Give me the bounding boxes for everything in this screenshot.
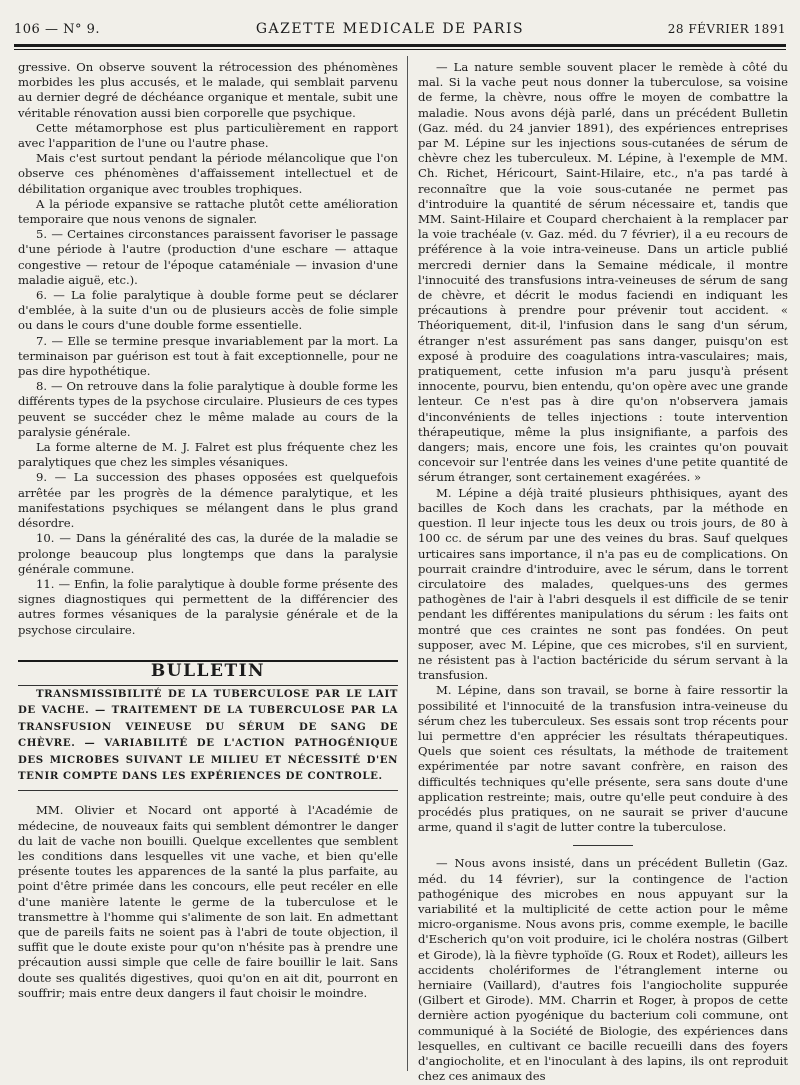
page-header [14,18,786,40]
bulletin-heading: BULLETIN [18,660,398,686]
paragraph: gressive. On observe souvent la rétrocession des phénomènes morbides les plus accusés, et le malade, qui semblait parvenu au dernier degré de déchéance organique et mentale, subit une véritable rénovation aussi bien corporelle que psychique. [18,60,398,120]
header-rule-thin [14,49,786,50]
left-column [18,60,398,1001]
journal-title: GAZETTE MEDICALE DE PARIS [255,21,525,37]
paragraph: La forme alterne de M. J. Falret est plus fréquente chez les paralytiques que chez les simples vésaniques. [18,440,398,470]
section-rule [573,845,633,846]
paragraph: — La nature semble souvent placer le remède à côté du mal. Si la vache peut nous donner la tuberculose, sa voisine de ferme, la chèvre, nous offre le moyen de combattre la maladie. Nous avons déjà parlé, dans un précédent Bulletin (Gaz. méd. du 24 janvier 1891), des expériences entreprises par M. Lépine sur les injections sous-cutanées de sérum de chèvre chez les tuberculeux. M. Lépine, à l'exemple de MM. Ch. Richet, Héricourt, Saint-Hilaire, etc., n'a pas tardé à reconnaître que la voie sous-cutanée ne permet pas d'introduire la quantité de sérum nécessaire et, tandis que MM. Saint-Hilaire et Coupard cherchaient à la remplacer par la voie trachéale (v. Gaz. méd. du 7 février), il a eu recours de préférence à la voie intra-veineuse. Dans un article publié mercredi dernier dans la Semaine médicale, il montre l'innocuité des transfusions intra-veineuses de sérum de sang de chèvre, et décrit le modus faciendi en indiquant les précautions à prendre pour prévenir tout accident. « Théoriquement, dit-il, l'infusion dans le sang d'un sérum, étranger n'est assurément pas sans danger, puisqu'on est exposé à produire des coagulations intra-vasculaires; mais, pratiquement, cette infusion m'a paru jusqu'à présent innocente, pourvu, bien entendu, qu'on opère avec une grande lenteur. Ce n'est pas à dire qu'on n'observera jamais d'inconvénients de telles injections : toute intervention thérapeutique, même la plus insignifiante, a parfois des dangers; mais, encore une fois, les craintes qu'on pouvait concevoir sur l'entrée dans les veines d'une petite quantité de sérum étranger, sont certainement exagérées. » [418,60,789,485]
bulletin-summary: TRANSMISSIBILITÉ DE LA TUBERCULOSE PAR LE LAIT DE VACHE. — TRAITEMENT DE LA TUBERCULOSE PAR LA TRANSFUSION VEINEUSE DU SÉRUM DE SANG DE CHÈVRE. — VARIABILITÉ DE L'ACTION PATHOGÉNIQUE DES MICROBES SUIVANT LE MILIEU ET NÉCESSITÉ D'EN TENIR COMPTE DANS LES EXPÉRIENCES DE CONTROLE. [18,687,398,782]
paragraph: 6. — La folie paralytique à double forme peut se déclarer d'emblée, à la suite d'un ou de plusieurs accès de folie simple ou dans le cours d'une double forme essentielle. [18,288,398,333]
issue-date: 28 FÉVRIER 1891 [667,22,786,36]
paragraph: M. Lépine a déjà traité plusieurs phthisiques, ayant des bacilles de Koch dans les crachats, par la méthode en question. Il leur injecte tous les deux ou trois jours, de 80 à 100 cc. de sérum par une des veines du bras. Sauf quelques urticaires sans importance, il n'a pas eu de complications. On pourrait craindre d'introduire, avec le sérum, dans le torrent circulatoire des malades, quelques-uns des germes pathogènes de l'air à l'abri desquels il est difficile de se tenir pendant les différentes manipulations du sérum : les faits ont montré que ces craintes ne sont pas fondées. On peut supposer, avec M. Lépine, que ces microbes, s'il en survient, ne résistent pas à l'action bactéricide du sérum servant à la transfusion. [418,485,788,683]
paragraph: Mais c'est surtout pendant la période mélancolique que l'on observe ces phénomènes d'affaissement intellectuel et de débilitation organique avec troubles trophiques. [18,151,398,196]
paragraph: M. Lépine, dans son travail, se borne à faire ressortir la possibilité et l'innocuité de la transfusion intra-veineuse du sérum chez les tuberculeux. Ses essais sont trop récents pour lui permettre d'en apprécier les résultats thérapeutiques. Quels que soient ces résultats, la méthode de traitement expérimentée par notre savant confrère, en raison des difficultés techniques qu'elle présente, sera sans doute d'une application restreinte; mais, outre qu'elle peut conduire à des procédés plus pratiques, on ne saurait se priver d'aucune arme, quand il s'agit de lutter contre la tuberculose. [418,683,788,835]
paragraph: — Nous avons insisté, dans un précédent Bulletin (Gaz. méd. du 14 février), sur la contingence de l'action pathogénique des microbes en nous appuyant sur la variabilité et la multiplicité de cette action pour le même micro-organisme. Nous avons pris, comme exemple, le bacille d'Escherich qu'on voit produire, ici le choléra nostras (Gilbert et Girode), là la fièvre typhoïde (G. Roux et Rodet), ailleurs les accidents cholériformes de l'étranglement interne ou herniaire (Vaillard), d'autres fois l'angiocholite suppurée (Gilbert et Girode). MM. Charrin et Roger, à propos de cette dernière action pyogénique du bacterium coli commune, ont communiqué à la Société de Biologie, des expériences dans lesquelles, en cultivant ce bacille recueilli dans des foyers d'angiocholite, et en l'inoculant à des lapins, ils ont reproduit chez ces animaux des [418,856,788,1084]
paragraph: Cette métamorphose est plus particulièrement en rapport avec l'apparition de l'une ou l'autre phase. [18,120,398,151]
paragraph: MM. Olivier et Nocard ont apporté à l'Académie de médecine, de nouveaux faits qui semblent démontrer le danger du lait de vache non bouilli. Quelque excellentes que semblent les conditions dans lesquelles vit une vache, et bien qu'elle présente toutes les apparences de la santé la plus parfaite, au point d'être primée dans les concours, elle peut recéler en elle d'une manière latente le germe de la tuberculose et le transmettre à l'homme qui s'alimente de son lait. En admettant que de pareils faits ne soient pas à l'abri de toute objection, il suffit que le doute existe pour qu'on n'hésite pas à prendre une précaution aussi simple que celle de faire bouillir le lait. Sans doute ses qualités digestives, quoi qu'on en ait dit, pourront en souffrir; mais entre deux dangers il faut choisir le moindre. [18,803,398,1000]
paragraph: 9. — La succession des phases opposées est quelquefois arrêtée par les progrès de la démence paralytique, et les manifestations psychiques se mélangent dans le plus grand désordre. [18,470,398,531]
paragraph: 10. — Dans la généralité des cas, la durée de la maladie se prolonge beaucoup plus longtemps que dans la paralysie générale commune. [18,531,398,576]
summary-rule [18,790,398,791]
column-divider [407,56,408,1071]
paragraph: A la période expansive se rattache plutôt cette amélioration temporaire que nous venons de signaler. [18,196,398,227]
paragraph: 5. — Certaines circonstances paraissent favoriser le passage d'une période à l'autre (production d'une eschare — attaque congestive — retour de l'époque cataméniale — invasion d'une maladie aiguë, etc.). [18,227,398,287]
right-column [418,60,788,1084]
paragraph: 11. — Enfin, la folie paralytique à double forme présente des signes diagnostiques qui permettent de la différencier des autres formes vésaniques de la paralysie générale et de la psychose circulaire. [18,576,398,637]
page-number: 106 — N° 9. [14,21,100,37]
header-rule [14,44,786,47]
paragraph: 7. — Elle se termine presque invariablement par la mort. La terminaison par guérison est tout à fait exceptionnelle, pour ne pas dire hypothétique. [18,333,398,379]
paragraph: 8. — On retrouve dans la folie paralytique à double forme les différents types de la psychose circulaire. Plusieurs de ces types peuvent se succéder chez le même malade au cours de la paralysie générale. [18,379,398,439]
